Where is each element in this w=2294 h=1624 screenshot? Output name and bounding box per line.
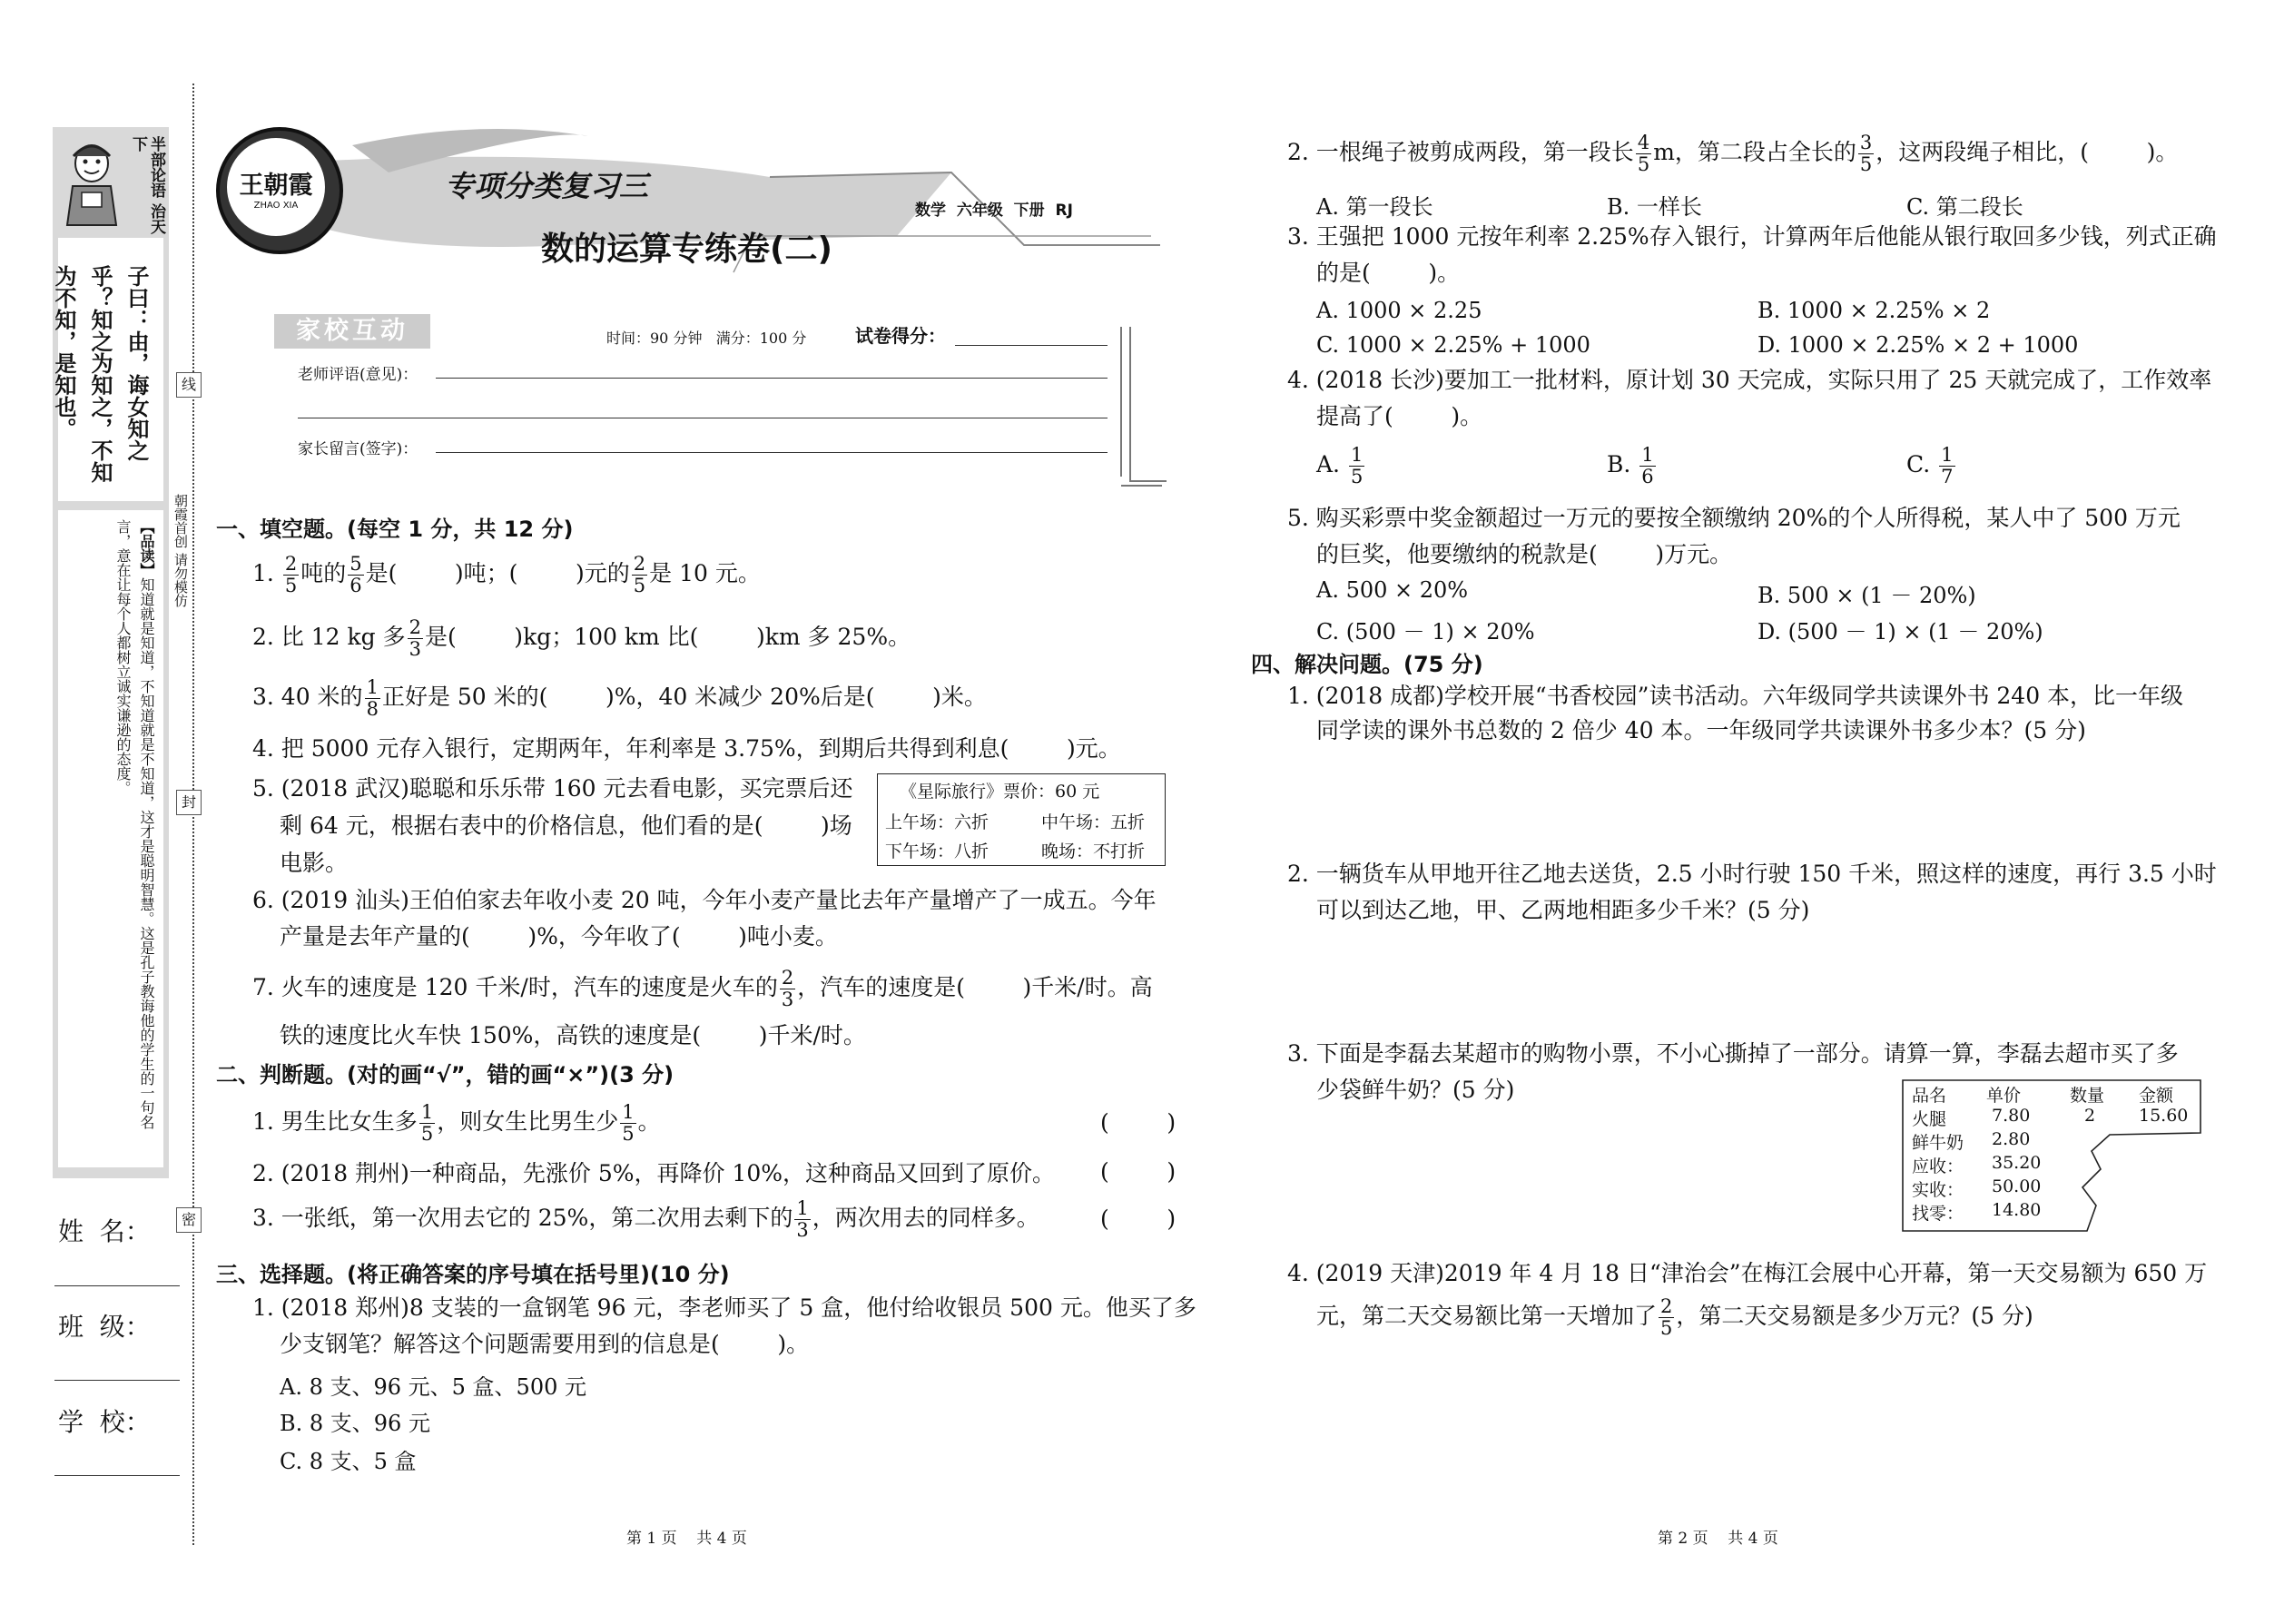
s4-q1-line1: 1. (2018 成都)学校开展“书香校园”读书活动。六年级同学共读课外书 240 本，比一年级 (1287, 683, 2184, 709)
ticket-table (877, 773, 1166, 866)
ticket-table-title: 《星际旅行》票价：60 元 (900, 782, 1100, 802)
receipt (1901, 1078, 2202, 1233)
answer-paren[interactable]: ( ) (1100, 1109, 1177, 1136)
receipt-total-label: 应收： (1912, 1156, 1964, 1176)
s4-q2-line1: 2. 一辆货车从甲地开往乙地去送货，2.5 小时行驶 150 千米，照这样的速度，再行 3.5 小时 (1287, 861, 2217, 887)
s3-q5-option-b[interactable]: B. 500 × (1 － 20%) (1757, 583, 1976, 608)
s3-q4-line2: 提高了( )。 (1316, 403, 1483, 429)
fraction: $\frac{1}{8}$ (366, 676, 379, 720)
s3-q5-line2: 的巨奖，他要缴纳的税款是( )万元。 (1316, 541, 1733, 567)
s3-q5-option-d[interactable]: D. (500 － 1) × (1 － 20%) (1757, 619, 2043, 645)
name-field-line[interactable] (54, 1285, 180, 1286)
cut-mark-1: 线 (176, 372, 202, 398)
s3-q2-option-a[interactable]: A. 第一段长 (1316, 194, 1433, 220)
s3-q4-line1: 4. (2018 长沙)要加工一批材料，原计划 30 天完成，实际只用了 25 天就完成了，工作效率 (1287, 367, 2212, 393)
s1-q5-line1: 5. (2018 武汉)聪聪和乐乐带 160 元去看电影，买完票后还 (252, 775, 853, 802)
sidebar-header (129, 136, 165, 236)
s3-q5-option-a[interactable]: A. 500 × 20% (1316, 577, 1469, 603)
fraction: $\frac{2}{3}$ (409, 616, 421, 660)
fraction: $\frac{1}{5}$ (420, 1101, 434, 1145)
s3-q1-line2: 少支钢笔？解答这个问题需要用到的信息是( )。 (280, 1331, 810, 1357)
receipt-row2-price: 2.80 (1992, 1129, 2031, 1149)
receipt-row1-name: 火腿 (1912, 1109, 1947, 1129)
fraction: $\frac{1}{7}$ (1941, 444, 1954, 487)
section1-title: 一、填空题。(每空 1 分，共 12 分) (216, 517, 574, 542)
teacher-comment-line[interactable] (436, 378, 1108, 379)
receipt-header-price: 单价 (1986, 1086, 2022, 1106)
parent-comment-line[interactable] (436, 452, 1108, 453)
receipt-row2-name: 鲜牛奶 (1912, 1133, 1964, 1153)
sidebar-header-line1: 半部论语 (147, 136, 165, 198)
receipt-total-value: 35.20 (1992, 1153, 2042, 1173)
fraction: $\frac{1}{5}$ (1350, 444, 1364, 487)
receipt-header-name: 品名 (1912, 1086, 1947, 1106)
interaction-label: 家校互动 (274, 314, 430, 349)
series-title: 专项分类复习三 (445, 169, 649, 203)
s3-q1-option-b[interactable]: B. 8 支、96 元 (280, 1411, 430, 1436)
main-title: 数的运算专练卷(二) (541, 231, 832, 268)
s4-q4-line1: 4. (2019 天津)2019 年 4 月 18 日“津治会”在梅江会展中心开幕，第一天交易额为 650 万 (1287, 1260, 2208, 1286)
s3-q1-line1: 1. (2018 郑州)8 支装的一盒钢笔 96 元，李老师买了 5 盒，他付给收银员 500 元。他买了多 (252, 1294, 1196, 1321)
sidebar-reading-label: 【品读】 (138, 519, 155, 577)
sidebar-notice: 朝霞首创 请勿模仿 (172, 494, 189, 607)
sidebar-reading (64, 519, 158, 1155)
fraction: $\frac{3}{5}$ (1859, 132, 1873, 175)
ticket-cell: 下午场：八折 (885, 842, 989, 861)
time-info: 时间：90 分钟 满分：100 分 (606, 330, 807, 347)
s3-q4-option-a[interactable]: A. $\frac{1}{5}$ (1316, 444, 1364, 487)
s4-q3-line2: 少袋鲜牛奶？(5 分) (1316, 1077, 1515, 1103)
sidebar-reading-text: 知道就是知道，不知道就是不知道，这才是聪明智慧。这是孔子教诲他的学生的一句名言，意在让每个人都树立诚实谦逊的态度。 (114, 519, 155, 1129)
s2-q2: 2. (2018 荆州)一种商品，先涨价 5%，再降价 10%，这种商品又回到了原价。 (252, 1160, 1055, 1186)
s3-q3-line2: 的是( )。 (1316, 260, 1461, 286)
s4-q2-line2: 可以到达乙地，甲、乙两地相距多少千米？(5 分) (1316, 897, 1810, 923)
logo-small: ZHAO XIA (253, 201, 299, 211)
receipt-header-amount: 金额 (2139, 1086, 2174, 1106)
class-field-line[interactable] (54, 1380, 180, 1381)
fraction: $\frac{1}{5}$ (622, 1101, 635, 1145)
class-field-label: 班 级： (58, 1312, 151, 1342)
s1-q2: 2. 比 12 kg 多 $\frac{2}{3}$ 是( )kg；100 km 比( )km 多 25%。 (252, 616, 911, 660)
s3-q1-option-a[interactable]: A. 8 支、96 元、5 盒、500 元 (280, 1374, 586, 1400)
ticket-cell: 上午场：六折 (885, 812, 989, 832)
s2-q1: 1. 男生比女生多 $\frac{1}{5}$ ，则女生比男生少 $\frac{1}{5}$ 。 (252, 1101, 661, 1145)
sidebar-cartoon-icon (60, 136, 123, 227)
cut-mark-2: 封 (176, 790, 202, 815)
answer-paren[interactable]: ( ) (1100, 1206, 1177, 1232)
s3-q5-option-c[interactable]: C. (500 － 1) × 20% (1316, 619, 1535, 645)
logo-text: 王朝霞 (239, 172, 313, 200)
s4-q1-line2: 同学读的课外书总数的 2 倍少 40 本。一年级同学共读课外书多少本？(5 分) (1316, 717, 2086, 743)
s1-q3: 3. 40 米的 $\frac{1}{8}$ 正好是 50 米的( )%，40 米减少 20%后是( )米。 (252, 676, 987, 720)
s1-q6-line1: 6. (2019 汕头)王伯伯家去年收小麦 20 吨，今年小麦产量比去年产量增产了一成五。今年 (252, 887, 1157, 913)
s1-q5-line3: 电影。 (280, 850, 349, 876)
school-field-line[interactable] (54, 1475, 180, 1476)
receipt-row1-qty: 2 (2084, 1106, 2096, 1126)
ticket-cell: 中午场：五折 (1041, 812, 1146, 832)
header-frame-lines (1117, 318, 1171, 490)
s3-q3-option-c[interactable]: C. 1000 × 2.25% + 1000 (1316, 332, 1590, 358)
s1-q4: 4. 把 5000 元存入银行，定期两年，年利率是 3.75%，到期后共得到利息( )元。 (252, 735, 1121, 762)
receipt-header-qty: 数量 (2070, 1086, 2105, 1106)
s4-q3-line1: 3. 下面是李磊去某超市的购物小票，不小心撕掉了一部分。请算一算，李磊去超市买了多 (1287, 1040, 2179, 1067)
s3-q3-option-d[interactable]: D. 1000 × 2.25% × 2 + 1000 (1757, 332, 2079, 358)
s2-q3: 3. 一张纸，第一次用去它的 25%，第二次用去剩下的 $\frac{1}{3}$ ，两次用去的同样多。 (252, 1197, 1039, 1241)
score-label: 试卷得分： (855, 325, 946, 347)
section3-title: 三、选择题。(将正确答案的序号填在括号里)(10 分) (216, 1262, 730, 1287)
s3-q2-option-c[interactable]: C. 第二段长 (1906, 194, 2023, 220)
s1-q6-line2: 产量是去年产量的( )%，今年收了( )吨小麦。 (280, 923, 838, 950)
fraction: $\frac{2}{5}$ (284, 553, 298, 596)
s1-q7: 7. 火车的速度是 120 千米/时，汽车的速度是火车的 $\frac{2}{3}$ ，汽车的速度是( )千米/时。高 (252, 967, 1153, 1010)
receipt-row1-amount: 15.60 (2139, 1106, 2189, 1126)
s3-q3-line1: 3. 王强把 1000 元按年利率 2.25%存入银行，计算两年后他能从银行取回多少钱，列式正确 (1287, 223, 2217, 250)
answer-paren[interactable]: ( ) (1100, 1158, 1177, 1185)
s1-q5-line2: 剩 64 元，根据右表中的价格信息，他们看的是( )场 (280, 812, 852, 839)
s1-q7-line2: 铁的速度比火车快 150%，高铁的速度是( )千米/时。 (280, 1022, 866, 1048)
page-number-left: 第 1 页 共 4 页 (626, 1530, 747, 1548)
s3-q4-option-c[interactable]: C. $\frac{1}{7}$ (1906, 444, 1954, 487)
fraction: $\frac{1}{3}$ (796, 1197, 809, 1241)
parent-comment-label: 家长留言(签字)： (298, 440, 418, 458)
s3-q3-option-b[interactable]: B. 1000 × 2.25% × 2 (1757, 298, 1991, 323)
receipt-row1-price: 7.80 (1992, 1106, 2031, 1126)
sidebar-quote: 子曰：由，诲女知之乎？知之为知之，不知为不知，是知也。 (51, 265, 149, 483)
ticket-cell: 晚场：不打折 (1041, 842, 1146, 861)
s3-q3-option-a[interactable]: A. 1000 × 2.25 (1316, 298, 1482, 323)
fraction: $\frac{2}{3}$ (781, 967, 794, 1010)
logo-inner (227, 138, 325, 236)
receipt-paid-value: 50.00 (1992, 1176, 2042, 1196)
cut-mark-3: 密 (176, 1207, 202, 1233)
fraction: $\frac{1}{6}$ (1641, 444, 1654, 487)
subject-line: 数学 六年级 下册 RJ (915, 202, 1073, 220)
fraction: $\frac{4}{5}$ (1637, 132, 1650, 175)
s3-q2-option-b[interactable]: B. 一样长 (1607, 194, 1702, 220)
fraction: $\frac{2}{5}$ (633, 553, 646, 596)
teacher-comment-label: 老师评语(意见)： (298, 366, 418, 384)
s3-q5-line1: 5. 购买彩票中奖金额超过一万元的要按全额缴纳 20%的个人所得税，某人中了 500 万元 (1287, 505, 2181, 531)
sidebar-header-line2: 治天下 (129, 136, 165, 234)
receipt-change-label: 找零： (1912, 1204, 1964, 1224)
s3-q2: 2. 一根绳子被剪成两段，第一段长 $\frac{4}{5}$ m，第二段占全长的 $\frac{3}{5}$ ，这两段绳子相比，( )。 (1287, 132, 2179, 175)
receipt-change-value: 14.80 (1992, 1200, 2042, 1220)
score-line[interactable] (955, 345, 1108, 346)
name-field-label: 姓 名： (58, 1216, 151, 1246)
section4-title: 四、解决问题。(75 分) (1251, 652, 1483, 677)
s3-q1-option-c[interactable]: C. 8 支、5 盒 (280, 1449, 417, 1474)
page-number-right: 第 2 页 共 4 页 (1658, 1530, 1778, 1548)
section2-title: 二、判断题。(对的画“√”，错的画“×”)(3 分) (216, 1062, 674, 1088)
fraction: $\frac{2}{5}$ (1660, 1295, 1673, 1339)
school-field-label: 学 校： (58, 1407, 151, 1437)
s4-q4-line2: 元，第二天交易额比第一天增加了 $\frac{2}{5}$ ，第二天交易额是多少万元？(5 分) (1316, 1295, 2033, 1339)
s3-q4-option-b[interactable]: B. $\frac{1}{6}$ (1607, 444, 1654, 487)
receipt-paid-label: 实收： (1912, 1180, 1964, 1200)
fraction: $\frac{5}{6}$ (350, 553, 362, 596)
s1-q1: 1. $\frac{2}{5}$ 吨的 $\frac{5}{6}$ 是( )吨；( )元的 $\frac{2}{5}$ 是 10 元。 (252, 553, 761, 596)
